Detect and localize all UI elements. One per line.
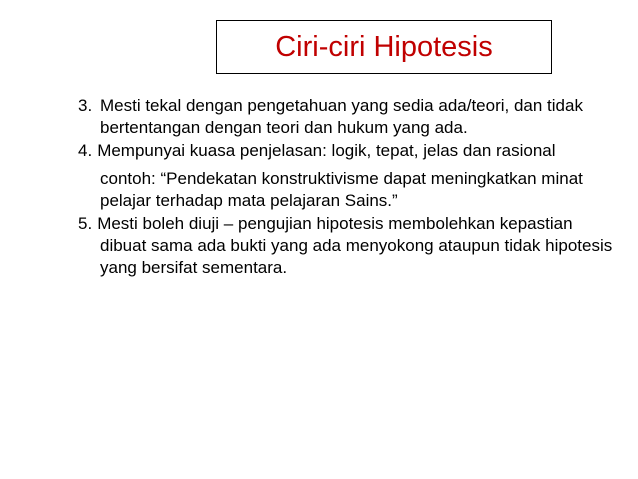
title-box	[216, 20, 552, 74]
item-text: Mesti tekal dengan pengetahuan yang sedia ada/teori, dan tidak bertentangan dengan teori dan hukum yang ada.	[100, 96, 583, 137]
list-item	[78, 140, 618, 212]
item-text: Mempunyai kuasa penjelasan: logik, tepat, jelas dan rasional	[97, 141, 556, 160]
item-number: 5.	[78, 214, 93, 233]
list-item	[78, 95, 618, 139]
item-number: 4.	[78, 141, 93, 160]
item-text: Mesti boleh diuji – pengujian hipotesis membolehkan kepastian dibuat sama ada bukti yang ada menyokong ataupun tidak hipotesis yang bersifat sementara.	[97, 214, 613, 277]
slide-content	[78, 95, 618, 279]
list-item	[78, 213, 618, 279]
item-number: 3.	[78, 96, 93, 115]
example-text: contoh: “Pendekatan konstruktivisme dapat meningkatkan minat pelajar terhadap mata pelajaran Sains.”	[100, 169, 583, 210]
slide-title: Ciri-ciri Hipotesis	[275, 30, 493, 63]
